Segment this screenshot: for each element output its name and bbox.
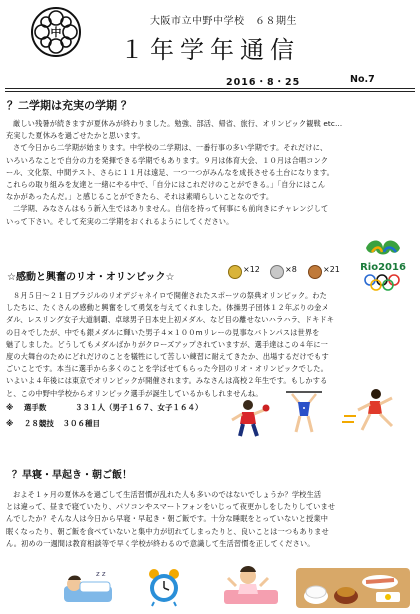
stat-athletes xyxy=(6,402,203,413)
text-line: いよいよ４年後には東京でオリンピックが開催されます。みなさんは高校２年生です。もしかする xyxy=(6,376,328,386)
gymnast-icon xyxy=(282,388,326,436)
page-title: １年学年通信 xyxy=(120,36,300,64)
svg-text:Rio2016: Rio2016 xyxy=(360,262,406,273)
section3-body xyxy=(6,489,416,550)
text-line: さて今日から二学期が始まります。中学校の二学期は、一番行事の多い学期です。それだけに、 xyxy=(13,143,328,153)
text-line: これらの取り組みを友達と一緒にやる中で、「自分にはこれだけのことができる。」「自分にはこん xyxy=(6,180,326,190)
rio2016-logo-icon xyxy=(352,234,414,294)
stat-events xyxy=(6,418,100,429)
text-line: 厳しい残暑が続きますが夏休みが終わりました。勉強、部活、帰省、旅行、オリンピック観戦 etc… xyxy=(13,119,343,128)
stat-label: 選手数 xyxy=(23,403,47,412)
text-line: いって下さい。そして充実の二学期をおくれるようにしてください。 xyxy=(6,216,234,226)
issue-date: 2016・8・25 xyxy=(226,77,301,88)
silver-medal-icon xyxy=(270,265,284,279)
stat-marker: ※ xyxy=(6,403,14,412)
text-line: んでしたか？そんな人は今日から早寝・早起き・朝ご飯です。十分な睡眠をとっていないと授業中 xyxy=(6,514,329,524)
text-line: 充実した夏休みを過ごせたかと思います。 xyxy=(6,131,145,141)
svg-text:z z: z z xyxy=(96,570,106,578)
text-line: ール、文化祭、中間テスト、さらに１１月は遠足、一つ一つがみんなを成長させる土台になります。 xyxy=(6,167,334,177)
text-line: と、この中野中学校からオリンピック選手が誕生しているかもしれませんね。 xyxy=(6,388,263,398)
text-line: ダル、レスリング女子大道制覇、卓球男子日本史上初メダル、など目の離せないハラハラ、ドキドキ xyxy=(6,315,335,325)
section3-heading: ？早寝・早起き・朝ご飯！ xyxy=(12,470,132,481)
header-divider-top xyxy=(5,88,415,89)
text-line: とは違って、昼まで寝ていたり、パソコンやスマートフォンをいじって夜更かしをしたりしていませ xyxy=(6,502,336,512)
school-name: 大阪市立中野中学校 ６８期生 xyxy=(150,16,297,27)
text-line: 二学期、みなさんはもう新入生ではありません。自信を持って何事にも前向きにチャレンジして xyxy=(13,204,329,214)
text-line: 眠くなったり、朝ご飯を食べていないと集中力が切れてしまったりと、良いことは一つもありませ xyxy=(6,526,329,536)
medal-tally xyxy=(228,262,350,280)
stat-marker: ※ xyxy=(6,419,14,428)
bronze-medal-icon xyxy=(308,265,322,279)
text-line: の日々でしたが、中でも銀メダルに輝いた男子４×１００mリレーの見事なバトンパスは世界を xyxy=(6,327,320,337)
text-line: なかがあったんだ。」と感じることができたら、それは素晴らしいことなのです。 xyxy=(6,192,274,202)
silver-medal-count: ×8 xyxy=(285,265,297,274)
text-line: いろいろなことで自分の力を発揮できる学期でもあります。９月は体育大会、１０月は合唱コンク xyxy=(6,155,329,165)
table-tennis-player-icon xyxy=(228,398,270,438)
stat-label: ２８競技 xyxy=(23,419,54,428)
runner-icon xyxy=(340,386,410,436)
sleeping-child-icon xyxy=(60,562,116,610)
stat-value: ３３１人（男子１６７、女子１６４） xyxy=(75,403,203,412)
alarm-clock-icon xyxy=(144,566,184,608)
section2-heading: ☆感動と興奮のリオ・オリンピック☆ xyxy=(7,272,175,283)
text-line: ８月５日～２１日ブラジルのリオデジャネイロで開催されたスポーツの祭典オリンピック。わた xyxy=(13,291,327,300)
school-emblem-icon xyxy=(30,6,82,58)
issue-number: No.7 xyxy=(350,74,375,85)
section2-body xyxy=(6,290,416,400)
section1-heading: ？二学期は充実の学期 ？ xyxy=(7,99,132,112)
text-line: ごいことです。本当に選手から多くのことを学ばせてもらった今回のリオ・オリンピックでした。 xyxy=(6,364,328,374)
waking-child-icon xyxy=(222,560,280,610)
gold-medal-icon xyxy=(228,265,242,279)
text-line: 魅了しました。どうしてもメダルばかりがクローズアップされていますが、選手達はこの４年に一 xyxy=(6,339,328,349)
section1-body xyxy=(6,118,416,228)
stat-value: ３０６種目 xyxy=(62,419,101,428)
svg-text:中: 中 xyxy=(50,26,62,39)
gold-medal-count: ×12 xyxy=(243,265,260,274)
text-line: 度の大舞台のためにどれだけのことを犠牲にして苦しい練習に耐えてきたか、出場するだけでもす xyxy=(6,352,329,362)
text-line: ん。初めの一週間は教育相談等で早く学校が終わるので意識して生活習慣を正してください。 xyxy=(6,538,315,548)
text-line: したちに、たくさんの感動と興奮をして勇気を与えてくれました。体操男子団体１２年ぶりの金メ xyxy=(6,303,329,313)
bronze-medal-count: ×21 xyxy=(323,265,340,274)
text-line: およそ１ヶ月の夏休みを過ごして生活習慣が乱れた人も多いのではないでしょうか？学校生活 xyxy=(13,490,322,499)
header-divider-bottom xyxy=(5,91,415,92)
breakfast-meal-icon xyxy=(294,562,412,610)
